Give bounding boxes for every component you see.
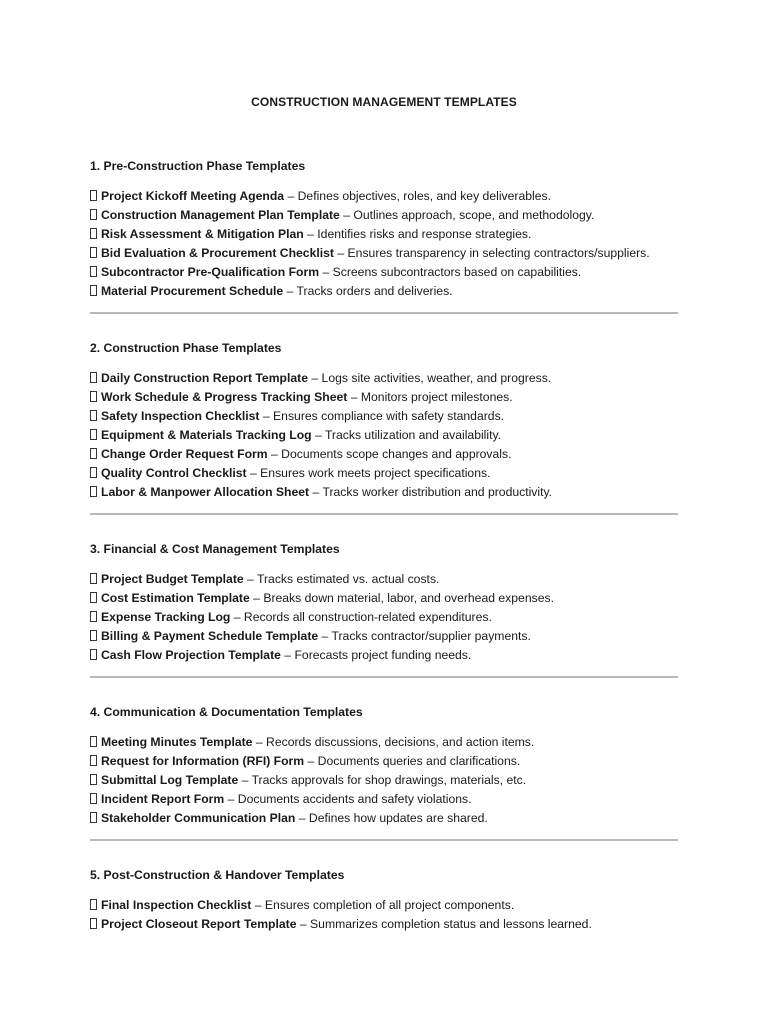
list-item bbox=[90, 790, 678, 809]
template-name: Safety Inspection Checklist bbox=[101, 409, 260, 423]
template-name: Final Inspection Checklist bbox=[101, 898, 252, 912]
template-list bbox=[90, 369, 678, 502]
template-name: Daily Construction Report Template bbox=[101, 371, 308, 385]
list-item bbox=[90, 388, 678, 407]
template-description: – Defines how updates are shared. bbox=[295, 811, 488, 825]
missing-glyph-box-icon bbox=[90, 573, 97, 584]
missing-glyph-box-icon bbox=[90, 812, 97, 823]
template-name: Project Kickoff Meeting Agenda bbox=[101, 189, 285, 203]
missing-glyph-box-icon bbox=[90, 486, 97, 497]
template-description: – Documents accidents and safety violations. bbox=[224, 792, 472, 806]
missing-glyph-box-icon bbox=[90, 611, 97, 622]
template-name: Meeting Minutes Template bbox=[101, 735, 253, 749]
missing-glyph-box-icon bbox=[90, 410, 97, 421]
missing-glyph-box-icon bbox=[90, 372, 97, 383]
template-list bbox=[90, 570, 678, 665]
section-divider bbox=[90, 513, 678, 515]
list-item bbox=[90, 570, 678, 589]
missing-glyph-box-icon bbox=[90, 918, 97, 929]
section-heading: 4. Communication & Documentation Templates bbox=[90, 705, 363, 719]
missing-glyph-box-icon bbox=[90, 448, 97, 459]
missing-glyph-box-icon bbox=[90, 774, 97, 785]
missing-glyph-box-icon bbox=[90, 266, 97, 277]
template-name: Request for Information (RFI) Form bbox=[101, 754, 305, 768]
missing-glyph-box-icon bbox=[90, 190, 97, 201]
missing-glyph-box-icon bbox=[90, 285, 97, 296]
template-description: – Logs site activities, weather, and progress. bbox=[307, 371, 552, 385]
template-list bbox=[90, 187, 678, 301]
template-description: – Defines objectives, roles, and key deliverables. bbox=[284, 189, 551, 203]
document-title: CONSTRUCTION MANAGEMENT TEMPLATES bbox=[251, 95, 517, 109]
list-item bbox=[90, 369, 678, 388]
template-name: Construction Management Plan Template bbox=[101, 208, 340, 222]
list-item bbox=[90, 896, 678, 915]
template-description: – Documents scope changes and approvals. bbox=[267, 447, 512, 461]
section-2 bbox=[90, 340, 678, 515]
missing-glyph-box-icon bbox=[90, 467, 97, 478]
list-item bbox=[90, 464, 678, 483]
template-description: – Tracks approvals for shop drawings, materials, etc. bbox=[238, 773, 527, 787]
template-name: Change Order Request Form bbox=[101, 447, 268, 461]
missing-glyph-box-icon bbox=[90, 755, 97, 766]
list-item bbox=[90, 752, 678, 771]
template-description: – Outlines approach, scope, and methodology. bbox=[339, 208, 595, 222]
list-item bbox=[90, 771, 678, 790]
list-item bbox=[90, 608, 678, 627]
section-heading: 1. Pre-Construction Phase Templates bbox=[90, 159, 306, 173]
list-item bbox=[90, 627, 678, 646]
section-3 bbox=[90, 541, 678, 678]
template-description: – Ensures transparency in selecting contractors/suppliers. bbox=[333, 246, 650, 260]
template-list bbox=[90, 733, 678, 828]
template-name: Project Closeout Report Template bbox=[101, 917, 297, 931]
template-name: Subcontractor Pre-Qualification Form bbox=[101, 265, 320, 279]
section-heading: 2. Construction Phase Templates bbox=[90, 341, 282, 355]
template-description: – Tracks orders and deliveries. bbox=[283, 284, 453, 298]
template-name: Bid Evaluation & Procurement Checklist bbox=[101, 246, 334, 260]
template-description: – Screens subcontractors based on capabilities. bbox=[319, 265, 582, 279]
section-4 bbox=[90, 704, 678, 841]
template-description: – Tracks utilization and availability. bbox=[311, 428, 502, 442]
template-description: – Documents queries and clarifications. bbox=[304, 754, 521, 768]
sections-container bbox=[90, 158, 678, 934]
missing-glyph-box-icon bbox=[90, 899, 97, 910]
section-divider bbox=[90, 676, 678, 678]
list-item bbox=[90, 282, 678, 301]
template-description: – Tracks worker distribution and productivity. bbox=[309, 485, 553, 499]
template-name: Billing & Payment Schedule Template bbox=[101, 629, 319, 643]
template-name: Risk Assessment & Mitigation Plan bbox=[101, 227, 304, 241]
template-description: – Records discussions, decisions, and action items. bbox=[252, 735, 535, 749]
template-name: Submittal Log Template bbox=[101, 773, 239, 787]
missing-glyph-box-icon bbox=[90, 429, 97, 440]
template-name: Equipment & Materials Tracking Log bbox=[101, 428, 312, 442]
list-item bbox=[90, 206, 678, 225]
missing-glyph-box-icon bbox=[90, 228, 97, 239]
section-1 bbox=[90, 158, 678, 314]
template-name: Quality Control Checklist bbox=[101, 466, 247, 480]
template-description: – Identifies risks and response strategies. bbox=[303, 227, 532, 241]
list-item bbox=[90, 809, 678, 828]
template-name: Work Schedule & Progress Tracking Sheet bbox=[101, 390, 348, 404]
missing-glyph-box-icon bbox=[90, 247, 97, 258]
template-name: Project Budget Template bbox=[101, 572, 244, 586]
list-item bbox=[90, 187, 678, 206]
list-item bbox=[90, 407, 678, 426]
list-item bbox=[90, 589, 678, 608]
template-name: Stakeholder Communication Plan bbox=[101, 811, 296, 825]
template-description: – Monitors project milestones. bbox=[347, 390, 513, 404]
template-name: Incident Report Form bbox=[101, 792, 225, 806]
template-description: – Records all construction-related expenditures. bbox=[230, 610, 492, 624]
template-description: – Ensures work meets project specifications. bbox=[246, 466, 491, 480]
missing-glyph-box-icon bbox=[90, 592, 97, 603]
list-item bbox=[90, 426, 678, 445]
list-item bbox=[90, 733, 678, 752]
section-heading: 5. Post-Construction & Handover Templates bbox=[90, 868, 345, 882]
template-description: – Summarizes completion status and lessons learned. bbox=[296, 917, 592, 931]
section-heading: 3. Financial & Cost Management Templates bbox=[90, 542, 340, 556]
list-item bbox=[90, 915, 678, 934]
list-item bbox=[90, 445, 678, 464]
list-item bbox=[90, 244, 678, 263]
list-item bbox=[90, 483, 678, 502]
template-description: – Breaks down material, labor, and overhead expenses. bbox=[249, 591, 554, 605]
template-name: Cash Flow Projection Template bbox=[101, 648, 281, 662]
list-item bbox=[90, 225, 678, 244]
missing-glyph-box-icon bbox=[90, 209, 97, 220]
template-description: – Tracks contractor/supplier payments. bbox=[318, 629, 531, 643]
template-name: Expense Tracking Log bbox=[101, 610, 231, 624]
list-item bbox=[90, 646, 678, 665]
template-name: Material Procurement Schedule bbox=[101, 284, 284, 298]
missing-glyph-box-icon bbox=[90, 391, 97, 402]
missing-glyph-box-icon bbox=[90, 630, 97, 641]
list-item bbox=[90, 263, 678, 282]
template-list bbox=[90, 896, 678, 934]
template-description: – Tracks estimated vs. actual costs. bbox=[243, 572, 440, 586]
missing-glyph-box-icon bbox=[90, 736, 97, 747]
template-name: Cost Estimation Template bbox=[101, 591, 250, 605]
section-divider bbox=[90, 312, 678, 314]
template-description: – Ensures compliance with safety standards. bbox=[259, 409, 505, 423]
missing-glyph-box-icon bbox=[90, 649, 97, 660]
template-name: Labor & Manpower Allocation Sheet bbox=[101, 485, 310, 499]
template-description: – Forecasts project funding needs. bbox=[280, 648, 472, 662]
missing-glyph-box-icon bbox=[90, 793, 97, 804]
section-5 bbox=[90, 867, 678, 934]
section-divider bbox=[90, 839, 678, 841]
template-description: – Ensures completion of all project components. bbox=[251, 898, 515, 912]
